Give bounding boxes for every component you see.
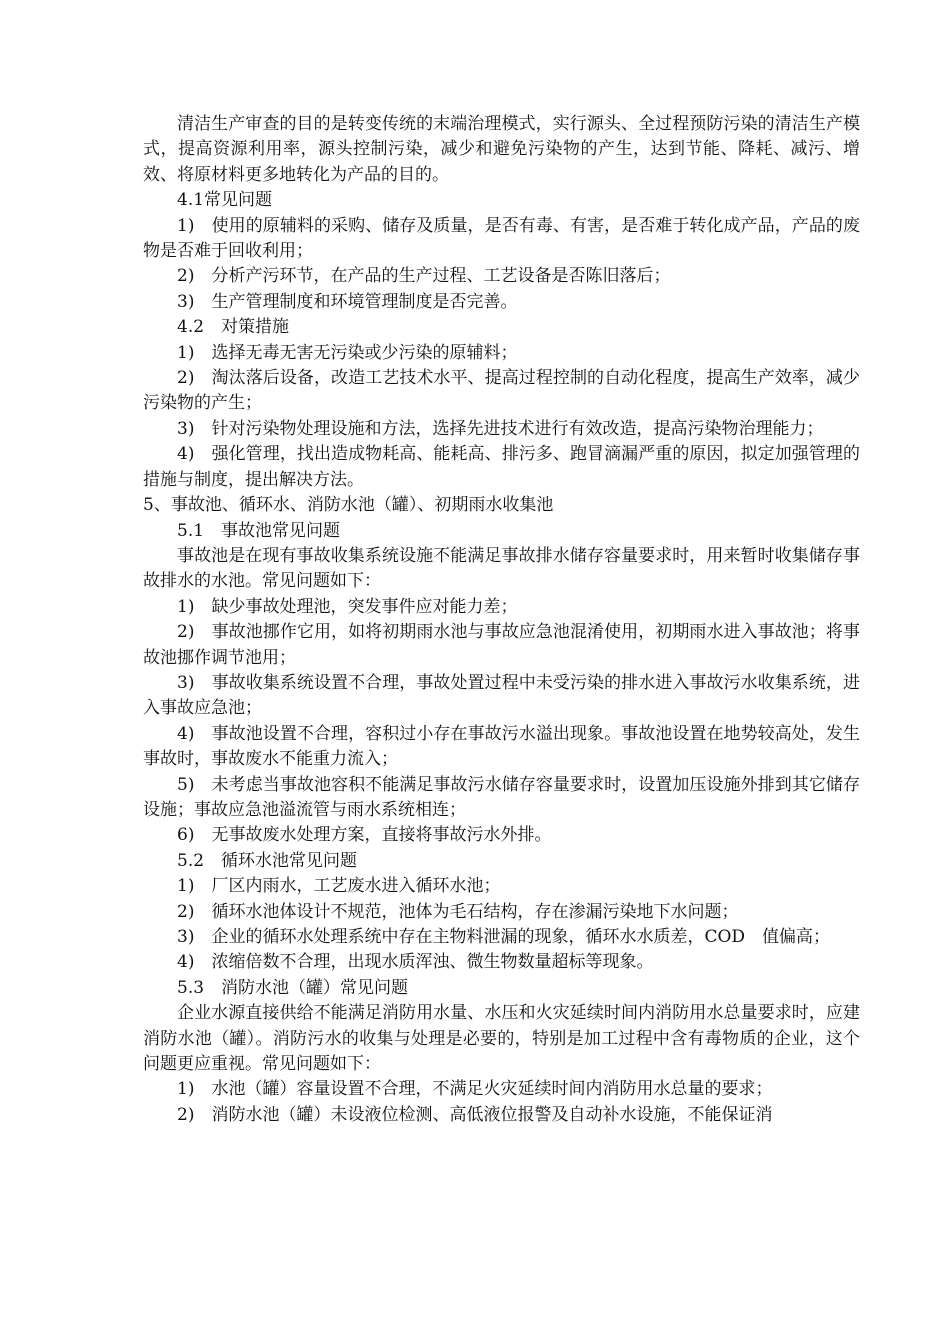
section-heading-4-1: 4.1常见问题 <box>177 190 273 211</box>
body-paragraph: 企业水源直接供给不能满足消防用水量、水压和火灾延续时间内消防用水总量要求时，应建消防水池（罐）。消防污水的收集与处理是必要的，特别是加工过程中含有毒物质的企业，这个问题更应重视。常见问题如下： <box>143 1003 860 1075</box>
list-item: 1) 缺少事故处理池，突发事件应对能力差； <box>177 596 518 617</box>
list-item: 2) 事故池挪作它用，如将初期雨水池与事故应急池混淆使用，初期雨水进入事故池；将事故池挪作调节池用； <box>143 622 860 668</box>
list-item: 1) 选择无毒无害无污染或少污染的原辅料； <box>177 342 518 363</box>
list-item: 5) 未考虑当事故池容积不能满足事故污水储存容量要求时，设置加压设施外排到其它储存设施；事故应急池溢流管与雨水系统相连； <box>143 774 860 820</box>
list-item: 2) 淘汰落后设备，改造工艺技术水平、提高过程控制的自动化程度，提高生产效率，减少污染物的产生； <box>143 368 860 414</box>
chapter-heading-5: 5、事故池、循环水、消防水池（罐）、初期雨水收集池 <box>143 495 554 516</box>
list-item: 3) 事故收集系统设置不合理，事故处置过程中未受污染的排水进入事故污水收集系统，进入事故应急池； <box>143 672 860 719</box>
list-item: 2) 分析产污环节，在产品的生产过程、工艺设备是否陈旧落后； <box>177 266 671 287</box>
body-paragraph: 事故池是在现有事故收集系统设施不能满足事故排水储存容量要求时，用来暂时收集储存事故排水的水池。常见问题如下： <box>143 545 860 592</box>
intro-paragraph: 清洁生产审查的目的是转变传统的末端治理模式，实行源头、全过程预防污染的清洁生产模式，提高资源利用率，源头控制污染，减少和避免污染物的产生，达到节能、降耗、减污、增效、将原材料更多地转化为产品的目的。 <box>143 114 860 185</box>
list-item: 2) 消防水池（罐）未设液位检测、高低液位报警及自动补水设施，不能保证消 <box>177 1104 773 1125</box>
list-item: 3) 生产管理制度和环境管理制度是否完善。 <box>177 291 518 312</box>
list-item: 1) 使用的原辅料的采购、储存及质量，是否有毒、有害，是否难于转化成产品，产品的废物是否难于回收利用； <box>143 215 860 262</box>
list-item: 1) 厂区内雨水，工艺废水进入循环水池； <box>177 876 501 897</box>
list-item: 1) 水池（罐）容量设置不合理，不满足火灾延续时间内消防用水总量的要求； <box>177 1079 773 1100</box>
section-heading-5-1: 5.1 事故池常见问题 <box>177 520 341 541</box>
section-heading-4-2: 4.2 对策措施 <box>177 317 290 338</box>
section-heading-5-2: 5.2 循环水池常见问题 <box>177 850 358 871</box>
list-item: 6) 无事故废水处理方案，直接将事故污水外排。 <box>177 825 552 846</box>
list-item: 4) 浓缩倍数不合理，出现水质浑浊、微生物数量超标等现象。 <box>177 952 654 973</box>
document-page <box>143 112 860 1128</box>
list-item: 3) 针对污染物处理设施和方法，选择先进技术进行有效改造，提高污染物治理能力； <box>177 418 824 439</box>
section-heading-5-3: 5.3 消防水池（罐）常见问题 <box>177 977 409 998</box>
list-item: 3) 企业的循环水处理系统中存在主物料泄漏的现象，循环水水质差，COD 值偏高； <box>177 927 831 947</box>
list-item: 2) 循环水池体设计不规范，池体为毛石结构，存在渗漏污染地下水问题； <box>177 901 739 922</box>
list-item: 4) 事故池设置不合理，容积过小存在事故污水溢出现象。事故池设置在地势较高处，发生事故时，事故废水不能重力流入； <box>143 723 860 770</box>
list-item: 4) 强化管理，找出造成物耗高、能耗高、排污多、跑冒滴漏严重的原因，拟定加强管理的措施与制度，提出解决方法。 <box>143 444 860 490</box>
